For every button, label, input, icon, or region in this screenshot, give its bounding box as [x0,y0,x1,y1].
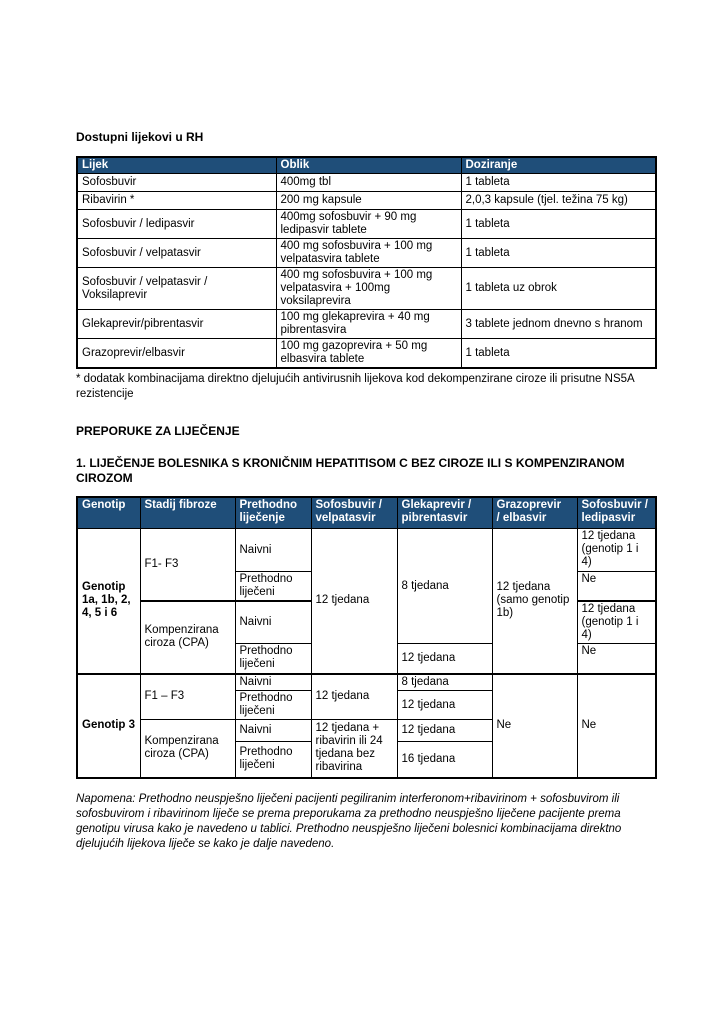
cell-oblik: 400mg sofosbuvir + 90 mg ledipasvir tablete [276,210,461,239]
table-row [77,192,656,210]
cell-gle-pib-duration: 8 tjedana [397,674,492,691]
treatment-table [76,496,657,779]
drugs-table-header [77,157,656,174]
cell-gle-pib-duration: 12 tjedana [397,720,492,742]
cell-oblik: 400 mg sofosbuvira + 100 mg velpatasvira tablete [276,239,461,268]
cell-prior-treatment-naive: Naivni [235,674,311,691]
col-header-lijek: Lijek [77,157,276,174]
table-row [77,210,656,239]
cell-genotype-group1: Genotip 1a, 1b, 2, 4, 5 i 6 [77,529,140,674]
cell-doziranje: 3 tablete jednom dnevno s hranom [461,310,656,339]
col-header-doziranje: Doziranje [461,157,656,174]
cell-lijek: Ribavirin * [77,192,276,210]
cell-gle-pib-duration: 16 tjedana [397,742,492,778]
cell-prior-treatment-naive: Naivni [235,601,311,644]
table-row [77,674,656,691]
treatment-header-row [77,497,656,529]
cell-lijek: Grazoprevir/elbasvir [77,339,276,369]
cell-doziranje: 1 tableta [461,174,656,192]
cell-fibrosis-cirrhosis: Kompenzirana ciroza (CPA) [140,601,235,674]
treatment-table-header [77,497,656,529]
note-paragraph: Napomena: Prethodno neuspješno liječeni pacijenti pegiliranim interferonom+ribavirinom + sofosbuvirom ili sofosbuvirom i ribavirinom liječe se prema preporukama za prethodno neuspješno liječene pacijente prema genotipu virusa kako je navedeno u tablici. Prethodno neuspješno liječeni bolesnici kombinacijama direktno djelujućih lijekova liječe se kako je dalje navedeno. [76,792,622,850]
table-row [77,529,656,572]
cell-gra-elb-duration: 12 tjedana (samo genotip 1b) [492,529,577,674]
cell-oblik: 400mg tbl [276,174,461,192]
cell-doziranje: 1 tableta [461,239,656,268]
cell-sof-led-duration: Ne [577,674,656,778]
cell-sof-vel-duration: 12 tjedana [311,529,397,674]
cell-lijek: Sofosbuvir / velpatasvir [77,239,276,268]
cell-fibrosis-f1f3: F1 – F3 [140,674,235,720]
cell-sof-vel-duration: 12 tjedana [311,674,397,720]
cell-lijek: Glekaprevir/pibrentasvir [77,310,276,339]
cell-genotype-group3: Genotip 3 [77,674,140,778]
heading-recommendations: PREPORUKE ZA LIJEČENJE [76,424,240,438]
cell-lijek: Sofosbuvir [77,174,276,192]
cell-gle-pib-duration: 12 tjedana [397,644,492,674]
cell-gra-elb-duration: Ne [492,674,577,778]
col-header-sofosbuvir-velpatasvir: Sofosbuvir / velpatasvir [311,497,397,529]
cell-prior-treatment-treated: Prethodno liječeni [235,572,311,602]
cell-gle-pib-duration: 8 tjedana [397,529,492,644]
cell-gle-pib-duration: 12 tjedana [397,691,492,720]
cell-prior-treatment-treated: Prethodno liječeni [235,644,311,674]
col-header-stadij-fibroze: Stadij fibroze [140,497,235,529]
table-row [77,239,656,268]
cell-doziranje: 1 tableta [461,339,656,369]
col-header-sofosbuvir-ledipasvir: Sofosbuvir / ledipasvir [577,497,656,529]
cell-prior-treatment-treated: Prethodno liječeni [235,691,311,720]
heading-treatment-section-1: 1. LIJEČENJE BOLESNIKA S KRONIČNIM HEPATITISOM C BEZ CIROZE ILI S KOMPENZIRANOM CIROZOM [76,456,625,485]
col-header-glekaprevir-pibrentasvir: Glekaprevir / pibrentasvir [397,497,492,529]
cell-prior-treatment-naive: Naivni [235,720,311,742]
cell-sof-vel-duration: 12 tjedana + ribavirin ili 24 tjedana bez ribavirina [311,720,397,778]
cell-lijek: Sofosbuvir / ledipasvir [77,210,276,239]
table-row [77,339,656,369]
cell-oblik: 200 mg kapsule [276,192,461,210]
col-header-grazoprevir-elbasvir: Grazoprevir / elbasvir [492,497,577,529]
drugs-table-footnote: * dodatak kombinacijama direktno djelujućih antivirusnih lijekova kod dekompenzirane ciroze ili prisutne NS5A rezistencije [76,373,635,400]
cell-prior-treatment-treated: Prethodno liječeni [235,742,311,778]
col-header-oblik: Oblik [276,157,461,174]
heading-available-drugs: Dostupni lijekovi u RH [76,130,204,144]
cell-oblik: 400 mg sofosbuvira + 100 mg velpatasvira + 100mg voksilaprevira [276,268,461,310]
cell-fibrosis-f1f3: F1- F3 [140,529,235,602]
table-row [77,268,656,310]
cell-sof-led-duration: 12 tjedana (genotip 1 i 4) [577,601,656,644]
cell-oblik: 100 mg glekaprevira + 40 mg pibrentasvira [276,310,461,339]
drugs-table [76,156,657,369]
col-header-genotip: Genotip [77,497,140,529]
cell-prior-treatment-naive: Naivni [235,529,311,572]
cell-lijek: Sofosbuvir / velpatasvir / Voksilaprevir [77,268,276,310]
cell-fibrosis-cirrhosis: Kompenzirana ciroza (CPA) [140,720,235,778]
drugs-header-row [77,157,656,174]
cell-sof-led-duration: Ne [577,572,656,602]
cell-doziranje: 2,0,3 kapsule (tjel. težina 75 kg) [461,192,656,210]
cell-sof-led-duration: 12 tjedana (genotip 1 i 4) [577,529,656,572]
cell-oblik: 100 mg gazoprevira + 50 mg elbasvira tablete [276,339,461,369]
col-header-prethodno-lijecenje: Prethodno liječenje [235,497,311,529]
table-row [77,310,656,339]
table-row [77,174,656,192]
cell-doziranje: 1 tableta uz obrok [461,268,656,310]
cell-sof-led-duration: Ne [577,644,656,674]
cell-doziranje: 1 tableta [461,210,656,239]
